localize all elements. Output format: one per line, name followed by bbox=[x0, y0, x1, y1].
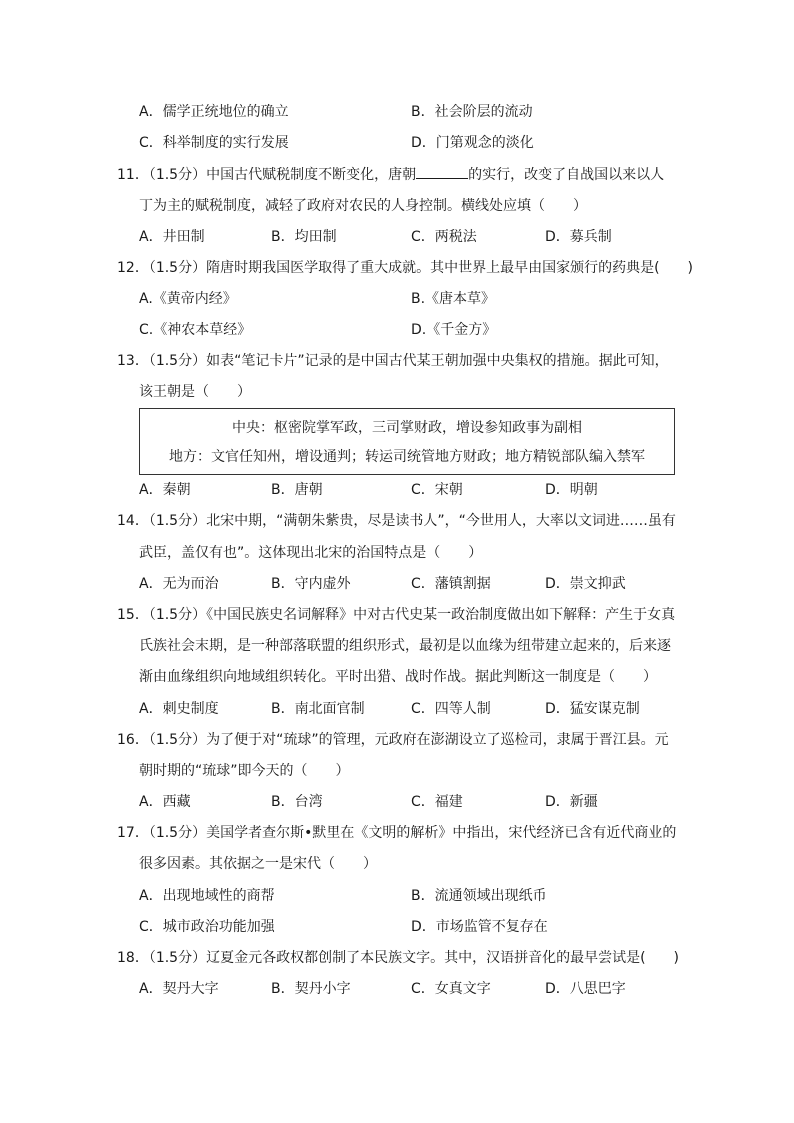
q11-option-d: D．募兵制 bbox=[545, 229, 612, 245]
q15-option-c: C．四等人制 bbox=[411, 701, 491, 717]
q14-option-a: A．无为而治 bbox=[139, 576, 219, 592]
q17-option-c: C．城市政治功能加强 bbox=[139, 919, 275, 935]
q17-option-d: D．市场监管不复存在 bbox=[411, 919, 548, 935]
q14-stem-line2: 武臣，盖仅有也”。这体现出北宋的治国特点是（ ） bbox=[139, 545, 483, 561]
q16-stem-line2: 朝时期的“琉球”即今天的（ ） bbox=[139, 763, 350, 779]
q10-option-b: B．社会阶层的流动 bbox=[411, 104, 533, 120]
q11-stem-line1: 11．（1.5分）中国古代赋税制度不断变化，唐朝 的实行，改变了自战国以来以人 bbox=[117, 164, 664, 185]
q14-stem-line1: 14．（1.5分）北宋中期，“满朝朱紫贵，尽是读书人”，“今世用人，大率以文词进……虽有 bbox=[117, 513, 676, 529]
q14-option-c: C．藩镇割据 bbox=[411, 576, 491, 592]
q15-stem-line3: 渐由血缘组织向地域组织转化。平时出猎、战时作战。据此判断这一制度是（ ） bbox=[139, 669, 657, 685]
q10-option-d: D．门第观念的淡化 bbox=[411, 135, 534, 151]
q18-option-c: C．女真文字 bbox=[411, 981, 491, 997]
q18-option-a: A．契丹大字 bbox=[139, 981, 219, 997]
q18-stem: 18．（1.5分）辽夏金元各政权都创制了本民族文字。其中，汉语拼音化的最早尝试是( ) bbox=[117, 950, 680, 966]
q18-option-d: D．八思巴字 bbox=[545, 981, 626, 997]
q15-option-d: D．猛安谋克制 bbox=[545, 701, 640, 717]
q14-option-b: B．守内虚外 bbox=[271, 576, 351, 592]
q12-option-c: C.《神农本草经》 bbox=[139, 322, 252, 338]
q15-option-b: B．南北面官制 bbox=[271, 701, 365, 717]
q15-stem-line2: 氏族社会末期，是一种部落联盟的组织形式，最初是以血缘为纽带建立起来的，后来逐 bbox=[139, 638, 671, 654]
q16-option-b: B．台湾 bbox=[271, 794, 323, 810]
q17-option-b: B．流通领域出现纸币 bbox=[411, 888, 547, 904]
q15-stem-line1: 15．（1.5分）《中国民族史名词解释》中对古代史某一政治制度做出如下解释：产生于女真 bbox=[117, 607, 676, 623]
q17-option-a: A．出现地域性的商帮 bbox=[139, 888, 275, 904]
q13-option-c: C．宋朝 bbox=[411, 482, 463, 498]
q13-option-d: D．明朝 bbox=[545, 482, 598, 498]
q13-card-local: 地方：文官任知州，增设通判；转运司统管地方财政；地方精锐部队编入禁军 bbox=[169, 449, 645, 465]
q13-option-a: A．秦朝 bbox=[139, 482, 191, 498]
q11-option-c: C．两税法 bbox=[411, 229, 477, 245]
q13-stem-line1: 13．（1.5分）如表“笔记卡片”记录的是中国古代某王朝加强中央集权的措施。据此可知， bbox=[117, 353, 669, 369]
q13-option-b: B．唐朝 bbox=[271, 482, 323, 498]
q17-stem-line1: 17．（1.5分）美国学者查尔斯•默里在《文明的解析》中指出，宋代经济已含有近代商业的 bbox=[117, 825, 677, 841]
q10-option-c: C．科举制度的实行发展 bbox=[139, 135, 289, 151]
q16-option-a: A．西藏 bbox=[139, 794, 191, 810]
q11-option-b: B．均田制 bbox=[271, 229, 337, 245]
q12-stem: 12．（1.5分）隋唐时期我国医学取得了重大成就。其中世界上最早由国家颁行的药典是( ) bbox=[117, 260, 694, 276]
q10-option-a: A．儒学正统地位的确立 bbox=[139, 104, 289, 120]
q16-option-c: C．福建 bbox=[411, 794, 463, 810]
q16-option-d: D．新疆 bbox=[545, 794, 598, 810]
q13-card-central: 中央：枢密院掌军政，三司掌财政，增设参知政事为副相 bbox=[232, 420, 582, 436]
q14-option-d: D．崇文抑武 bbox=[545, 576, 626, 592]
q12-option-d: D.《千金方》 bbox=[411, 322, 497, 338]
q16-stem-line1: 16．（1.5分）为了便于对“琉球”的管理，元政府在澎湖设立了巡检司，隶属于晋江县。元 bbox=[117, 732, 669, 748]
q18-option-b: B．契丹小字 bbox=[271, 981, 351, 997]
q11-stem-line2: 丁为主的赋税制度，减轻了政府对农民的人身控制。横线处应填（ ） bbox=[139, 198, 587, 214]
q11-option-a: A．井田制 bbox=[139, 229, 205, 245]
q17-stem-line2: 很多因素。其依据之一是宋代（ ） bbox=[139, 856, 377, 872]
q11-answer-blank bbox=[416, 164, 468, 179]
q15-option-a: A．刺史制度 bbox=[139, 701, 219, 717]
q12-option-b: B.《唐本草》 bbox=[411, 291, 496, 307]
q12-option-a: A.《黄帝内经》 bbox=[139, 291, 237, 307]
q13-stem-line2: 该王朝是（ ） bbox=[139, 384, 251, 400]
q13-note-card bbox=[139, 408, 675, 475]
